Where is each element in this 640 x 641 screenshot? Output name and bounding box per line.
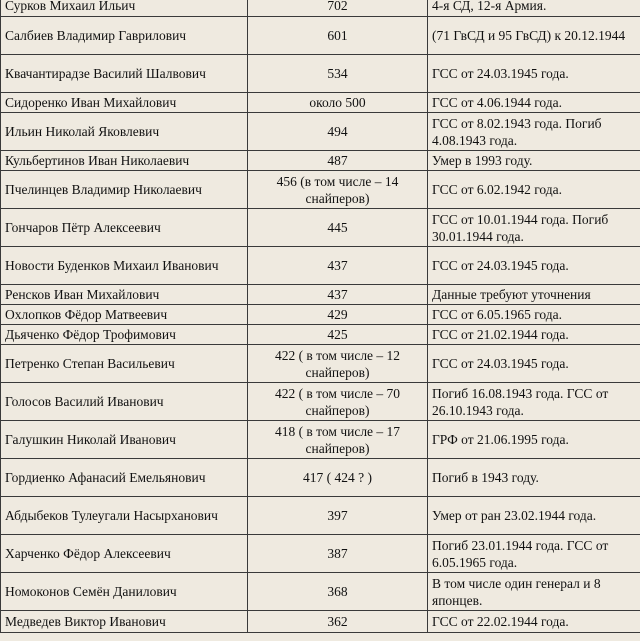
- sniper-name-cell: Квачантирадзе Василий Шалвович: [1, 55, 248, 93]
- note-cell: ГСС от 24.03.1945 года.: [428, 345, 640, 383]
- kill-count-cell: 368: [248, 573, 428, 611]
- table-row: [1, 459, 640, 497]
- kill-count-cell: 456 (в том числе – 14 снайперов): [248, 171, 428, 209]
- kill-count-cell: 425: [248, 325, 428, 345]
- sniper-name-cell: Дьяченко Фёдор Трофимович: [1, 325, 248, 345]
- kill-count-cell: 494: [248, 113, 428, 151]
- table-row: [1, 17, 640, 55]
- note-cell: 4-я СД, 12-я Армия.: [428, 0, 640, 17]
- sniper-name-cell: Гончаров Пётр Алексеевич: [1, 209, 248, 247]
- note-cell: Погиб 16.08.1943 года. ГСС от 26.10.1943 года.: [428, 383, 640, 421]
- note-cell: ГСС от 6.02.1942 года.: [428, 171, 640, 209]
- sniper-name-cell: Гордиенко Афанасий Емельянович: [1, 459, 248, 497]
- table-row: [1, 285, 640, 305]
- table-body: [1, 0, 640, 633]
- sniper-name-cell: Медведев Виктор Иванович: [1, 611, 248, 633]
- sniper-name-cell: Пчелинцев Владимир Николаевич: [1, 171, 248, 209]
- note-cell: ГСС от 8.02.1943 года. Погиб 4.08.1943 года.: [428, 113, 640, 151]
- table-row: [1, 535, 640, 573]
- note-cell: ГСС от 21.02.1944 года.: [428, 325, 640, 345]
- table-row: [1, 171, 640, 209]
- table-row: [1, 151, 640, 171]
- table-row: [1, 497, 640, 535]
- note-cell: Погиб в 1943 году.: [428, 459, 640, 497]
- kill-count-cell: 418 ( в том числе – 17 снайперов): [248, 421, 428, 459]
- note-cell: (71 ГвСД и 95 ГвСД) к 20.12.1944: [428, 17, 640, 55]
- table-row: [1, 573, 640, 611]
- table-row: [1, 345, 640, 383]
- kill-count-cell: 429: [248, 305, 428, 325]
- kill-count-cell: 422 ( в том числе – 70 снайперов): [248, 383, 428, 421]
- kill-count-cell: около 500: [248, 93, 428, 113]
- table-row: [1, 113, 640, 151]
- sniper-name-cell: Сурков Михаил Ильич: [1, 0, 248, 17]
- kill-count-cell: 397: [248, 497, 428, 535]
- note-cell: ГСС от 4.06.1944 года.: [428, 93, 640, 113]
- kill-count-cell: 445: [248, 209, 428, 247]
- note-cell: ГСС от 22.02.1944 года.: [428, 611, 640, 633]
- table-row: [1, 209, 640, 247]
- note-cell: ГСС от 24.03.1945 года.: [428, 247, 640, 285]
- kill-count-cell: 702: [248, 0, 428, 17]
- kill-count-cell: 534: [248, 55, 428, 93]
- sniper-name-cell: Охлопков Фёдор Матвеевич: [1, 305, 248, 325]
- sniper-name-cell: Кульбертинов Иван Николаевич: [1, 151, 248, 171]
- kill-count-cell: 417 ( 424 ? ): [248, 459, 428, 497]
- kill-count-cell: 422 ( в том числе – 12 снайперов): [248, 345, 428, 383]
- sniper-name-cell: Сидоренко Иван Михайлович: [1, 93, 248, 113]
- sniper-name-cell: Номоконов Семён Данилович: [1, 573, 248, 611]
- sniper-name-cell: Ильин Николай Яковлевич: [1, 113, 248, 151]
- sniper-name-cell: Абдыбеков Тулеугали Насырханович: [1, 497, 248, 535]
- kill-count-cell: 487: [248, 151, 428, 171]
- table-row: [1, 305, 640, 325]
- kill-count-cell: 601: [248, 17, 428, 55]
- note-cell: Умер от ран 23.02.1944 года.: [428, 497, 640, 535]
- sniper-name-cell: Галушкин Николай Иванович: [1, 421, 248, 459]
- table-row: [1, 383, 640, 421]
- table-row: [1, 0, 640, 17]
- kill-count-cell: 437: [248, 285, 428, 305]
- note-cell: ГРФ от 21.06.1995 года.: [428, 421, 640, 459]
- kill-count-cell: 362: [248, 611, 428, 633]
- note-cell: Умер в 1993 году.: [428, 151, 640, 171]
- table-row: [1, 247, 640, 285]
- note-cell: В том числе один генерал и 8 японцев.: [428, 573, 640, 611]
- table-row: [1, 421, 640, 459]
- kill-count-cell: 437: [248, 247, 428, 285]
- sniper-name-cell: Голосов Василий Иванович: [1, 383, 248, 421]
- table-row: [1, 93, 640, 113]
- note-cell: ГСС от 6.05.1965 года.: [428, 305, 640, 325]
- note-cell: ГСС от 10.01.1944 года. Погиб 30.01.1944 года.: [428, 209, 640, 247]
- note-cell: ГСС от 24.03.1945 года.: [428, 55, 640, 93]
- table-row: [1, 611, 640, 633]
- kill-count-cell: 387: [248, 535, 428, 573]
- sniper-name-cell: Новости Буденков Михаил Иванович: [1, 247, 248, 285]
- sniper-name-cell: Ренсков Иван Михайлович: [1, 285, 248, 305]
- table-row: [1, 325, 640, 345]
- sniper-name-cell: Харченко Фёдор Алексеевич: [1, 535, 248, 573]
- note-cell: Погиб 23.01.1944 года. ГСС от 6.05.1965 года.: [428, 535, 640, 573]
- sniper-name-cell: Салбиев Владимир Гаврилович: [1, 17, 248, 55]
- table-row: [1, 55, 640, 93]
- note-cell: Данные требуют уточнения: [428, 285, 640, 305]
- sniper-name-cell: Петренко Степан Васильевич: [1, 345, 248, 383]
